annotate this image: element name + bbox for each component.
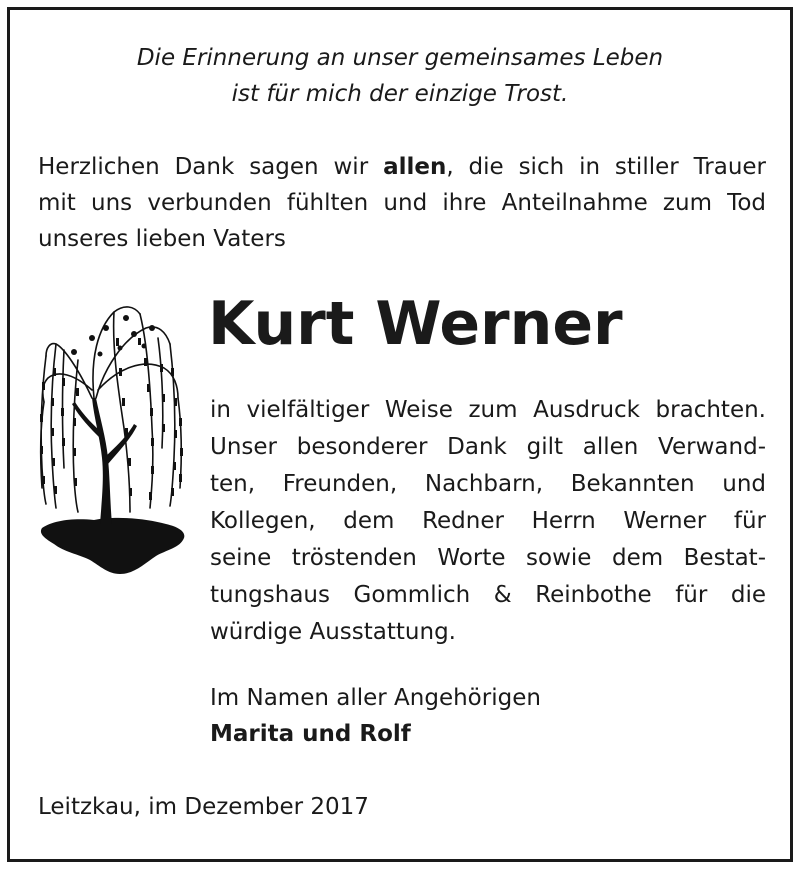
body-line: seine tröstenden Worte sowie dem Bestat- (210, 545, 766, 571)
body-line: Kollegen, dem Redner Herrn Werner für (210, 508, 766, 534)
intro-line-3: unseres lieben Vaters (38, 226, 286, 252)
deceased-name: Kurt Werner (208, 289, 623, 359)
motto-line-1: Die Erinnerung an unser gemeinsames Leben (136, 45, 664, 71)
intro-line-2: mit uns verbunden fühlten und ihre Anteilnahme zum Tod (38, 190, 766, 216)
signature (210, 680, 541, 752)
body-line: Unser besonderer Dank gilt allen Verwand- (210, 434, 766, 460)
body-text (210, 392, 766, 651)
body-line: tungshaus Gommlich & Reinbothe für die (210, 582, 766, 608)
motto (0, 40, 800, 112)
signature-line: Im Namen aller Angehörigen (210, 685, 541, 711)
signature-names: Marita und Rolf (210, 721, 411, 747)
intro-line-1 (38, 149, 766, 185)
weeping-willow-icon (34, 298, 192, 580)
intro-line-1-end: , die sich in stiller Trauer (446, 154, 767, 180)
body-line: würdige Ausstattung. (210, 619, 456, 645)
body-line: ten, Freunden, Nachbarn, Bekannten und (210, 471, 766, 497)
place-date: Leitzkau, im Dezember 2017 (38, 794, 369, 820)
motto-line-2: ist für mich der einzige Trost. (231, 81, 569, 107)
intro-text (38, 149, 766, 257)
intro-emphasis: allen (383, 154, 447, 180)
body-line: in vielfältiger Weise zum Ausdruck brachten. (210, 397, 766, 423)
intro-line-1-start: Herzlichen Dank sagen wir (38, 154, 384, 180)
